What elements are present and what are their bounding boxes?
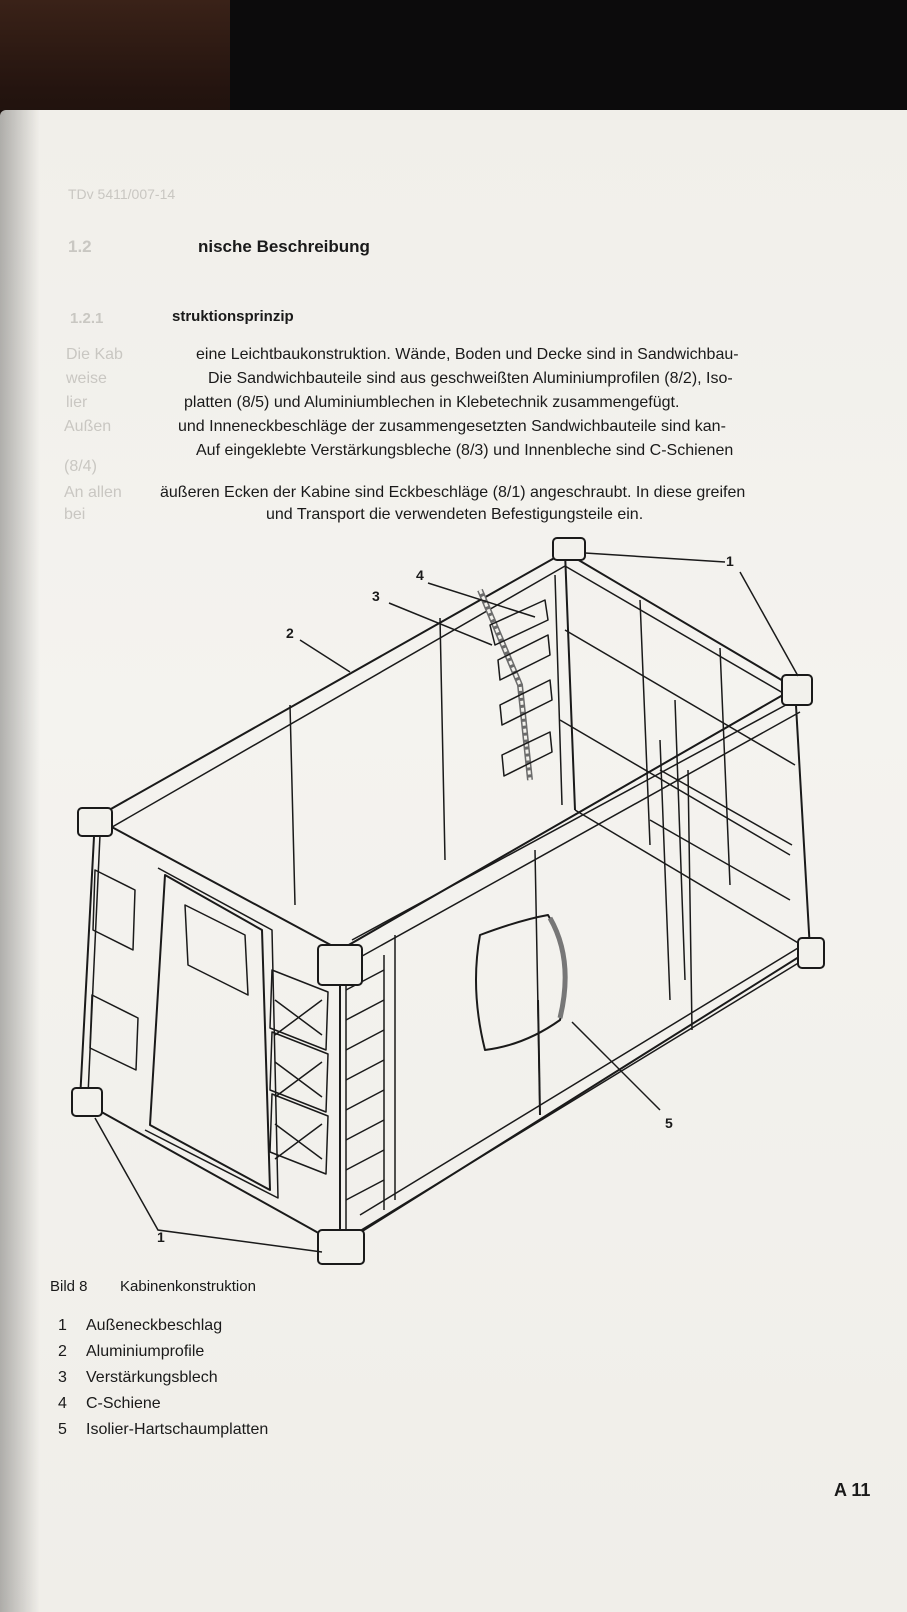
faint-fragment: weise bbox=[66, 370, 107, 387]
leader-1-bottom bbox=[95, 1118, 322, 1252]
line-text: und Transport die verwendeten Befestigungsteile ein. bbox=[266, 506, 644, 523]
legend-label: Aluminiumprofile bbox=[86, 1343, 205, 1360]
caption-title: Kabinenkonstruktion bbox=[120, 1278, 256, 1295]
callout-label: 5 bbox=[665, 1115, 673, 1131]
door-window bbox=[185, 905, 248, 995]
section-number: 1.2 bbox=[68, 237, 92, 256]
faint-fragment: Außen bbox=[64, 418, 112, 435]
corner-fitting bbox=[78, 808, 112, 836]
legend-label: C-Schiene bbox=[86, 1395, 161, 1412]
faint-fragment: Die Kab bbox=[66, 346, 123, 363]
legend-item bbox=[58, 1317, 222, 1335]
corner-fittings bbox=[72, 538, 824, 1264]
corner-fitting bbox=[72, 1088, 102, 1116]
document-id: TDv 5411/007-14 bbox=[68, 186, 176, 202]
legend-number: 4 bbox=[58, 1395, 67, 1412]
faint-fragment: lier bbox=[66, 394, 88, 411]
legend-item bbox=[58, 1395, 161, 1413]
callout-label: 2 bbox=[286, 625, 294, 641]
leader-lines bbox=[95, 553, 798, 1252]
floor-frame bbox=[80, 950, 810, 1245]
legend-number: 1 bbox=[58, 1317, 67, 1334]
leader-2 bbox=[300, 640, 350, 672]
callout-label: 3 bbox=[372, 588, 380, 604]
subsection-title: struktionsprinzip bbox=[172, 308, 294, 325]
page-number: A 11 bbox=[834, 1480, 871, 1500]
line-text: und Inneneckbeschläge der zusammengesetzten Sandwichbauteile sind kan- bbox=[178, 418, 726, 435]
legend-item bbox=[58, 1343, 204, 1361]
leader-1-top bbox=[585, 553, 725, 562]
insulation-panel bbox=[476, 915, 565, 1050]
leader-4 bbox=[428, 583, 535, 617]
leader-5 bbox=[572, 1022, 660, 1110]
faint-fragment: (8/4) bbox=[64, 458, 97, 475]
callout-label: 1 bbox=[157, 1229, 165, 1245]
callout-label: 4 bbox=[416, 567, 424, 583]
caption-label: Bild 8 bbox=[50, 1278, 88, 1295]
callout-label: 1 bbox=[726, 553, 734, 569]
faint-fragment: bei bbox=[64, 506, 86, 523]
line-text: Auf eingeklebte Verstärkungsbleche (8/3) und Innenbleche sind C-Schienen bbox=[196, 442, 734, 459]
legend-item bbox=[58, 1369, 218, 1387]
legend-label: Isolier-Hartschaumplatten bbox=[86, 1421, 269, 1438]
section-title: nische Beschreibung bbox=[198, 237, 370, 256]
faint-fragment: An allen bbox=[64, 484, 122, 501]
legend-number: 3 bbox=[58, 1369, 67, 1386]
line-text: Die Sandwichbauteile sind aus geschweißten Aluminiumprofilen (8/2), Iso- bbox=[208, 370, 733, 387]
legend-item bbox=[58, 1421, 268, 1439]
legend-label: Außeneckbeschlag bbox=[86, 1317, 223, 1334]
corner-fitting bbox=[318, 1230, 364, 1264]
legend-number: 2 bbox=[58, 1343, 67, 1360]
corner-fitting bbox=[553, 538, 585, 560]
corner-fitting bbox=[798, 938, 824, 968]
legend-label: Verstärkungsblech bbox=[86, 1369, 218, 1386]
line-text: eine Leichtbaukonstruktion. Wände, Boden und Decke sind in Sandwichbau- bbox=[196, 346, 739, 363]
legend-number: 5 bbox=[58, 1421, 67, 1438]
subsection-number: 1.2.1 bbox=[70, 310, 104, 327]
line-text: äußeren Ecken der Kabine sind Eckbeschläge (8/1) angeschraubt. In diese greifen bbox=[160, 484, 746, 501]
corner-fitting bbox=[318, 945, 362, 985]
corner-fitting bbox=[782, 675, 812, 705]
door-outline bbox=[150, 875, 270, 1190]
corner-posts bbox=[80, 552, 810, 1245]
line-text: platten (8/5) und Aluminiumblechen in Klebetechnik zusammengefügt. bbox=[184, 394, 680, 411]
cabin-frame bbox=[80, 552, 810, 1245]
braced-panels bbox=[270, 970, 328, 1174]
